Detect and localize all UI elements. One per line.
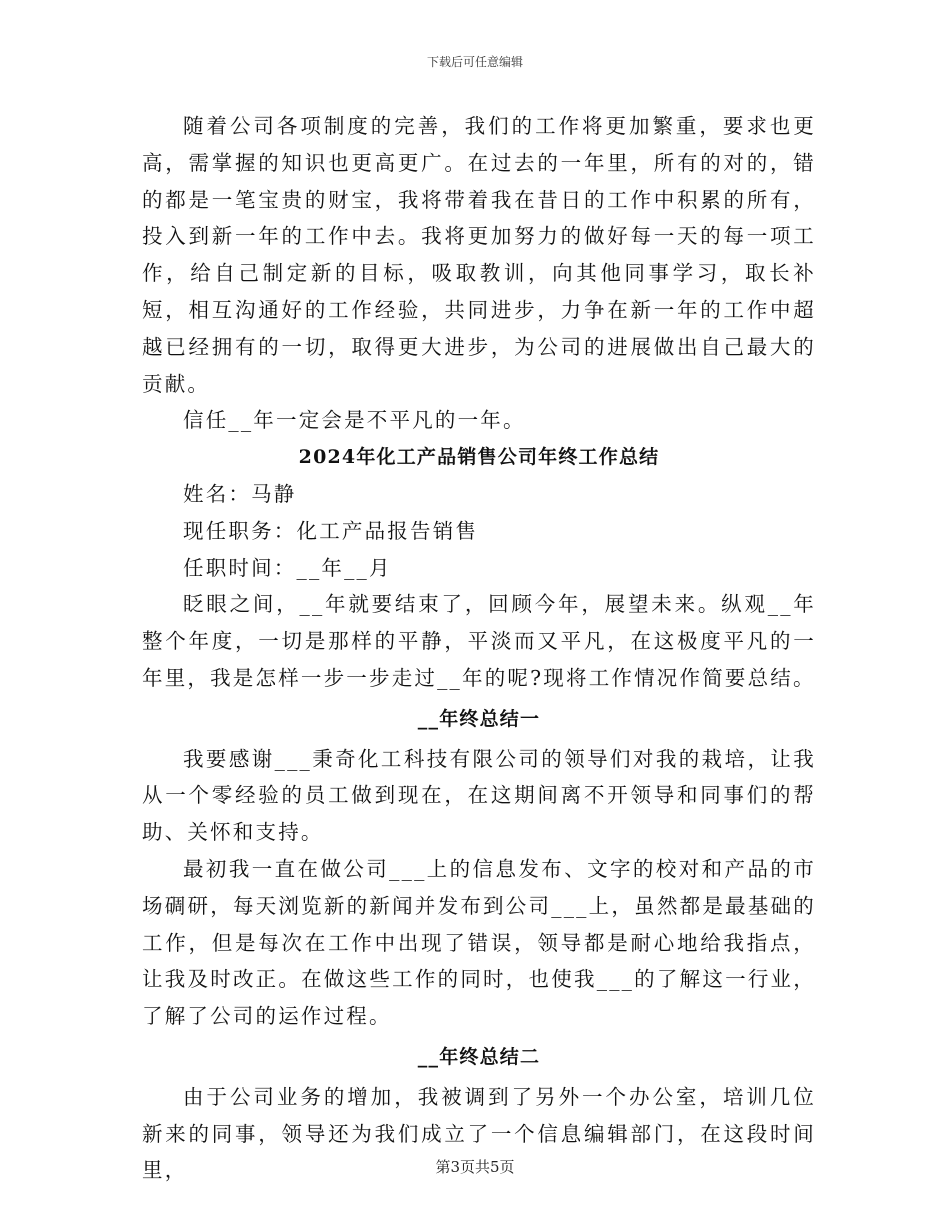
section1-heading: __年终总结一 <box>417 707 541 730</box>
info-tenure: 任职时间：__年__月 <box>183 555 392 580</box>
section1-paragraph-2: 最初我一直在做公司___上的信息发布、文字的校对和产品的市场碉研，每天浏览新的新闻并发布到公司___上，虽然都是最基础的工作，但是每次在工作中出现了错误，领导都是耐心地给我指点，让我及时改正。在做这些工作的同时，也使我___的了解这一行业，了解了公司的运作过程。 <box>142 856 816 1029</box>
info-name: 姓名：马静 <box>183 481 297 506</box>
section2-heading: __年终总结二 <box>417 1045 541 1068</box>
intro-paragraph-1: 随着公司各项制度的完善，我们的工作将更加繁重，要求也更高，需掌握的知识也更高更广。在过去的一年里，所有的对的，错的都是一笔宝贵的财宝，我将带着我在昔日的工作中积累的所有，投入到新一年的工作中去。我将更加努力的做好每一天的每一项工作，给自己制定新的目标，吸取教训，向其他同事学习，取长补短，相互沟通好的工作经验，共同进步，力争在新一年的工作中超越已经拥有的一切，取得更大进步，为公司的进展做出自己最大的贡献。 <box>142 114 816 396</box>
intro-paragraph-2: 信任__年一定会是不平凡的一年。 <box>183 408 526 433</box>
info-position: 现任职务：化工产品报告销售 <box>183 518 479 543</box>
section1-paragraph-1: 我要感谢___秉奇化工科技有限公司的领导们对我的栽培，让我从一个零经验的员工做到现在，在这期间离不开领导和同事们的帮助、关怀和支持。 <box>142 746 816 845</box>
document-title: 2024年化工产品销售公司年终工作总结 <box>298 446 660 469</box>
overview-paragraph: 眨眼之间，__年就要结束了，回顾今年，展望未来。纵观__年整个年度，一切是那样的平静，平淡而又平凡，在这极度平凡的一年里，我是怎样一步一步走过__年的呢?现将工作情况作简要总结。 <box>142 592 816 690</box>
document-body <box>142 108 816 1189</box>
page-footer: 第3页共5页 <box>435 1158 515 1176</box>
section2-paragraph-1: 由于公司业务的增加，我被调到了另外一个办公室，培训几位新来的同事，领导还为我们成立了一个信息编辑部门，在这段时间里， <box>142 1084 816 1183</box>
page-header: 下载后可任意编辑 <box>426 55 523 69</box>
